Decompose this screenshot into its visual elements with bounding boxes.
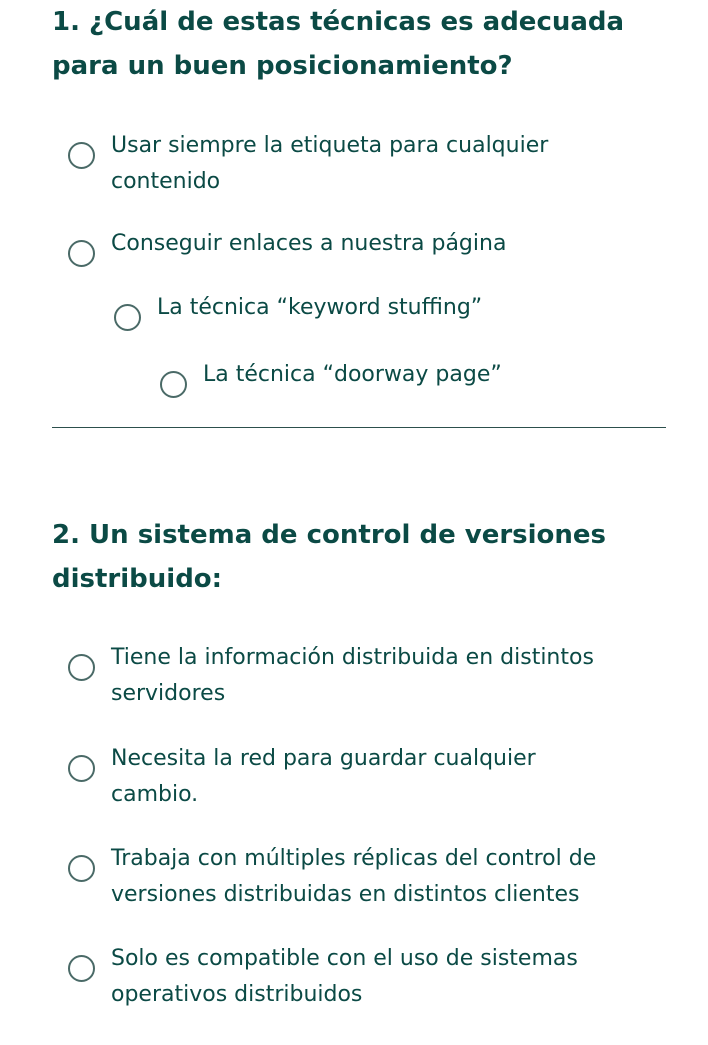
option-label: La técnica “doorway page”	[203, 362, 502, 387]
radio-button[interactable]	[68, 654, 95, 681]
radio-button[interactable]	[114, 304, 141, 331]
option-label: La técnica “keyword stuffing”	[157, 295, 483, 320]
radio-button[interactable]	[68, 755, 95, 782]
q1-option-1[interactable]	[68, 128, 588, 200]
q1-option-3[interactable]	[114, 290, 594, 331]
q1-option-4[interactable]	[160, 357, 620, 398]
q2-option-2[interactable]	[68, 741, 588, 813]
radio-button[interactable]	[68, 142, 95, 169]
question-2-title: 2. Un sistema de control de versiones distribuido:	[52, 520, 607, 594]
radio-button[interactable]	[68, 855, 95, 882]
q2-option-3[interactable]	[68, 841, 648, 913]
q1-option-2[interactable]	[68, 226, 588, 267]
radio-button[interactable]	[68, 955, 95, 982]
option-label: Trabaja con múltiples réplicas del control de versiones distribuidas en distintos clientes	[111, 846, 597, 907]
option-label: Solo es compatible con el uso de sistemas operativos distribuidos	[111, 946, 578, 1007]
radio-button[interactable]	[160, 371, 187, 398]
q2-option-4[interactable]	[68, 941, 628, 1013]
radio-button[interactable]	[68, 240, 95, 267]
question-divider	[52, 427, 666, 428]
question-1-title: 1. ¿Cuál de estas técnicas es adecuada para un buen posicionamiento?	[52, 7, 625, 81]
option-label: Necesita la red para guardar cualquier cambio.	[111, 746, 536, 807]
option-label: Tiene la información distribuida en distintos servidores	[111, 645, 594, 706]
option-label: Usar siempre la etiqueta para cualquier contenido	[111, 133, 549, 194]
option-label: Conseguir enlaces a nuestra página	[111, 231, 507, 256]
q2-option-1[interactable]	[68, 640, 648, 712]
